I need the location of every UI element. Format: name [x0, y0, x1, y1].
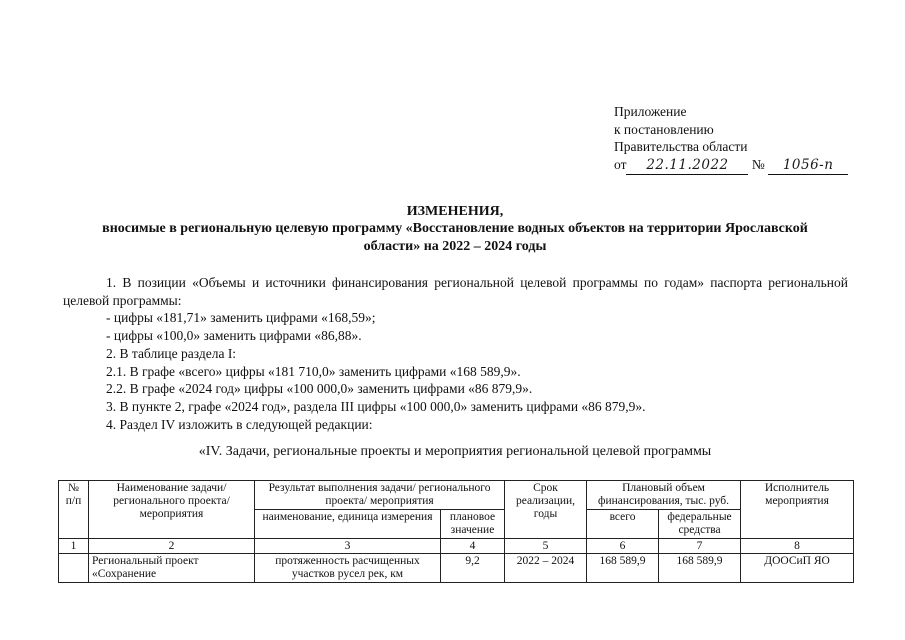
row-num [59, 554, 89, 583]
column-number: 7 [659, 539, 741, 554]
change-item-1b: - цифры «100,0» заменить цифрами «86,88». [106, 328, 362, 344]
change-item-2: 2. В таблице раздела I: [106, 345, 237, 361]
handwritten-number: 1056-п [768, 157, 848, 176]
change-item-4: 4. Раздел IV изложить в следующей редакции: [106, 416, 373, 432]
document-subtitle-line-2: области» на 2022 – 2024 годы [363, 239, 547, 254]
appendix-date-line [614, 156, 848, 176]
change-item-2-1: 2.1. В графе «всего» цифры «181 710,0» заменить цифрами «168 589,9». [106, 363, 521, 379]
header-term: Срок реализации, годы [505, 481, 587, 539]
row-indicator: протяженность расчищенных участков русел рек, км [255, 554, 441, 583]
column-number: 1 [59, 539, 89, 554]
appendix-line-1: Приложение [614, 104, 687, 119]
row-plan: 9,2 [441, 554, 505, 583]
column-number: 4 [441, 539, 505, 554]
column-number: 6 [587, 539, 659, 554]
row-name: Региональный проект «Сохранение [89, 554, 255, 583]
table-row [59, 554, 854, 583]
column-number: 2 [89, 539, 255, 554]
tasks-table [58, 480, 854, 583]
header-result-plan: плановое значение [441, 510, 505, 539]
column-number: 3 [255, 539, 441, 554]
number-sign: № [751, 156, 765, 172]
change-item-1a: - цифры «181,71» заменить цифрами «168,59»; [106, 310, 376, 326]
section-title: «IV. Задачи, региональные проекты и мероприятия региональной целевой программы [198, 444, 712, 459]
header-result-name: наименование, единица измерения [255, 510, 441, 539]
row-total: 168 589,9 [587, 554, 659, 583]
header-finance-total: всего [587, 510, 659, 539]
change-item-1: 1. В позиции «Объемы и источники финансирования региональной целевой программы по годам» паспорта региональной целевой программы: [63, 275, 848, 308]
header-finance-federal: федеральные средства [659, 510, 741, 539]
header-finance: Плановый объем финансирования, тыс. руб. [587, 481, 741, 510]
column-number: 8 [741, 539, 854, 554]
row-term: 2022 – 2024 [505, 554, 587, 583]
document-subtitle-line-1: вносимые в региональную целевую программу «Восстановление водных объектов на территории Ярославской [102, 221, 808, 236]
row-federal: 168 589,9 [659, 554, 741, 583]
row-executor: ДООСиП ЯО [741, 554, 854, 583]
header-name: Наименование задачи/ регионального проекта/ мероприятия [89, 481, 255, 539]
appendix-block [614, 103, 848, 175]
change-item-2-2: 2.2. В графе «2024 год» цифры «100 000,0» заменить цифрами «86 879,9». [106, 381, 533, 397]
changes-list [63, 274, 848, 433]
handwritten-date: 22.11.2022 [626, 157, 748, 176]
date-prefix: от [614, 156, 627, 172]
appendix-line-3: Правительства области [614, 139, 748, 154]
document-heading: ИЗМЕНЕНИЯ, [406, 204, 504, 219]
header-executor: Исполнитель мероприятия [741, 481, 854, 539]
column-number: 5 [505, 539, 587, 554]
header-num: № п/п [59, 481, 89, 539]
appendix-line-2: к постановлению [614, 121, 714, 137]
change-item-3: 3. В пункте 2, графе «2024 год», раздела III цифры «100 000,0» заменить цифрами «86 879,9». [106, 398, 646, 414]
header-row-1 [59, 481, 854, 510]
column-number-row [59, 539, 854, 554]
header-result: Результат выполнения задачи/ регионального проекта/ мероприятия [255, 481, 505, 510]
